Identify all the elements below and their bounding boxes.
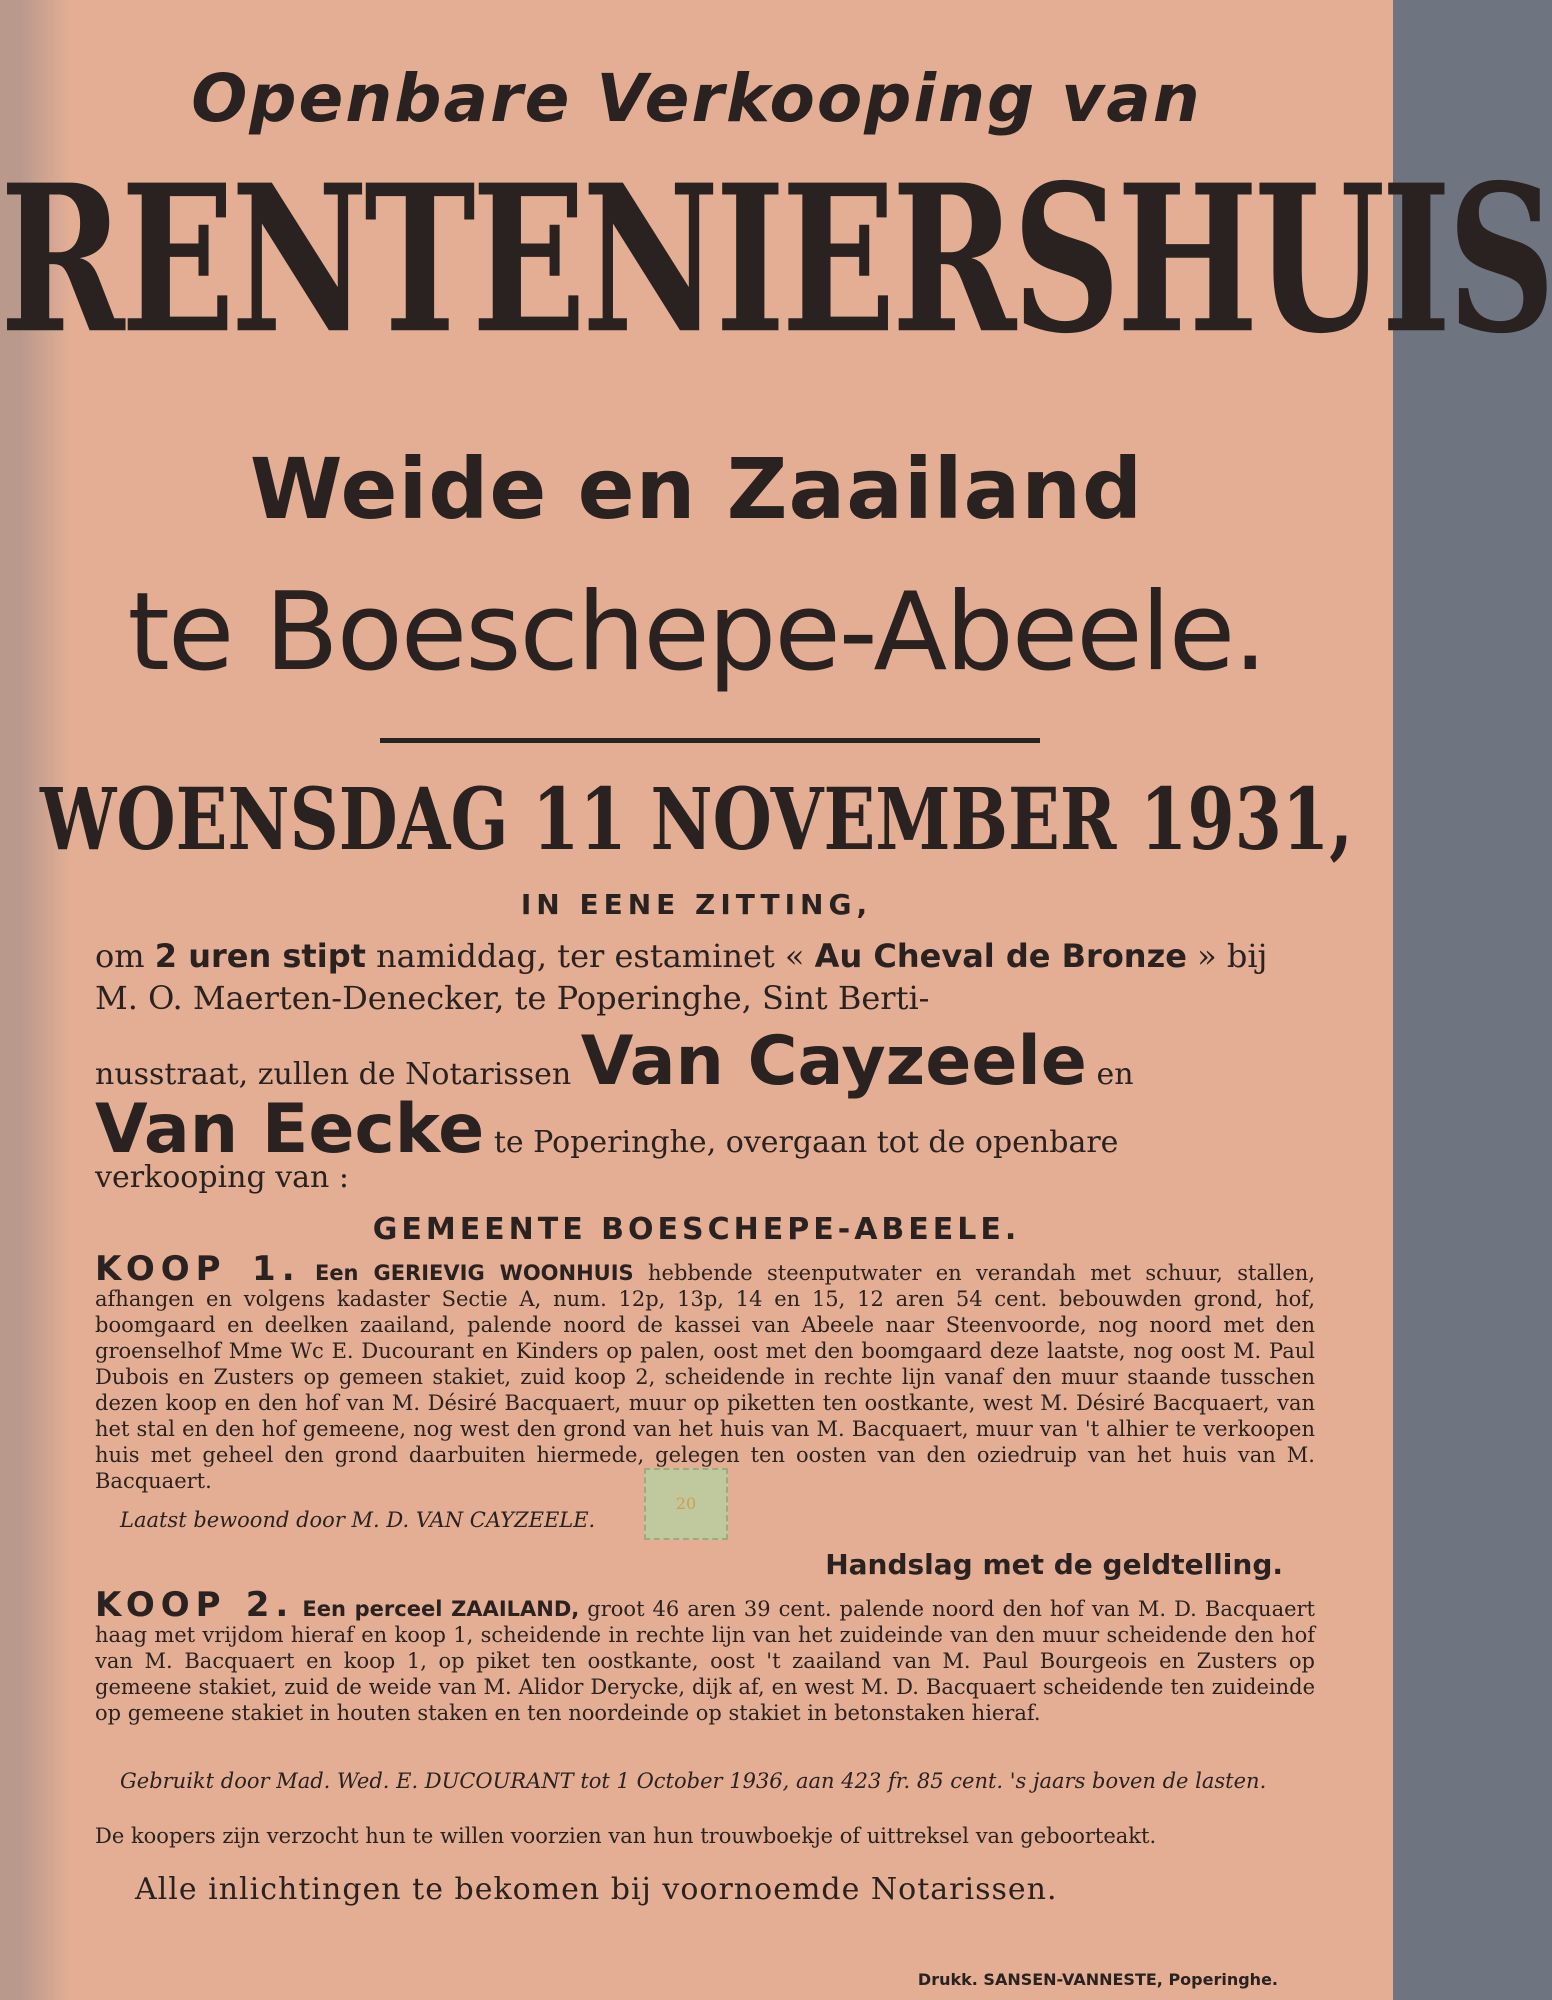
buyers-note: De koopers zijn verzocht hun te willen voorzien van hun trouwboekje of uittreksel van geboorteakt. [95,1824,1157,1848]
intro-text: nusstraat, zullen de Notarissen [95,1057,581,1092]
intro-text: om [95,937,155,975]
intro-text: te Poperinghe, overgaan tot de openbare [484,1125,1119,1160]
koop-2-description: groot 46 aren 39 cent. palende noord den hof van M. D. Bacquaert haag met vrijdom hieraf en koop 1, scheidende in rechte lijn van het zuideinde van den muur scheidende den hof van M. Bacquaert en koop 1, op piket ten oostkante, oost 't zaailand van M. Paul Bourgeois en Zusters op gemeene stakiet, zuid de weide van M. Alidor Derycke, dijk af, en west M. D. Bacquaert scheidende ten zuideinde op gemeene stakiet in houten staken en ten noordeinde op stakiet in betonstaken hieraf. [95,1597,1315,1725]
koop-2-title: Een perceel ZAAILAND, [302,1597,580,1621]
intro-time: 2 uren stipt [154,937,366,975]
tax-stamp: 20 [644,1468,728,1540]
koop-2-label: KOOP 2. [95,1585,295,1625]
intro-text: namiddag, ter estaminet « [365,937,815,975]
heading-renteniershuis: RENTENIERSHUIS [0,141,1552,379]
printer-credit: Drukk. SANSEN-VANNESTE, Poperinghe. [917,1970,1278,1989]
koop-1-title: Een GERIEVIG WOONHUIS [314,1261,634,1285]
intro-line-3 [95,1090,1315,1169]
handslag-note: Handslag met de geldtelling. [825,1548,1283,1581]
heading-public-sale: Openbare Verkooping van [191,60,1202,137]
koop-1-description: hebbende steenputwater en verandah met schuur, stallen, afhangen en volgens kadaster Sectie A, num. 12p, 13p, 14 en 15, 12 aren 54 cent. bebouwden grond, hof, boomgaard en deelken zaailand, palende noord de kassei van Abeele naar Steenvoorde, nog noord met den groenselhof Mme Wc E. Ducourant en Kinders op palen, oost met den boomgaard deze laatste, nog oost M. Paul Dubois en Zusters op gemeen stakiet, zuid koop 2, scheidende in rechte lijn vanaf den muur staande tusschen dezen koop en den hof van M. Désiré Bacquaert, muur op piketten ten oostkante, west M. Désiré Bacquaert, van het stal en den hof gemeene, nog west den grond van het huis van M. Bacquaert, muur van 't alhier te verkoopen huis met geheel den grond daarbuiten hiermede, gelegen ten oosten van den oziedruip van het huis van M. Bacquaert. [95,1261,1315,1493]
heading-location: te Boeschepe-Abeele. [127,570,1266,695]
koop-2-occupant: Gebruikt door Mad. Wed. E. DUCOURANT tot 1 October 1936, aan 423 fr. 85 cent. 's jaars boven de lasten. [120,1769,1267,1793]
intro-line-1 [95,935,1315,1019]
sale-date: WOENSDAG 11 NOVEMBER 1931, [40,770,1353,870]
koop-1-label: KOOP 1. [95,1249,301,1289]
intro-venue: Au Cheval de Bronze [814,937,1187,975]
koop-1-occupant: Laatst bewoond door M. D. VAN CAYZEELE. [120,1508,596,1532]
intro-text: en [1086,1057,1134,1092]
information-line: Alle inlichtingen te bekomen bij voornoemde Notarissen. [135,1872,1058,1907]
heading-weide-zaailand: Weide en Zaailand [249,440,1144,538]
divider-rule [380,738,1040,743]
notary-van-cayzeele: Van Cayzeele [580,1022,1087,1101]
session-note: IN EENE ZITTING, [520,888,873,921]
notary-van-eecke: Van Eecke [95,1090,485,1169]
municipality-heading: GEMEENTE BOESCHEPE-ABEELE. [372,1212,1021,1247]
intro-text: » bij M. O. Maerten-Denecker, te Poperinghe, Sint Berti- [95,937,1268,1017]
koop-2-paragraph [95,1585,1315,1726]
koop-1-paragraph [95,1249,1315,1494]
intro-line-4: verkooping van : [95,1160,350,1195]
